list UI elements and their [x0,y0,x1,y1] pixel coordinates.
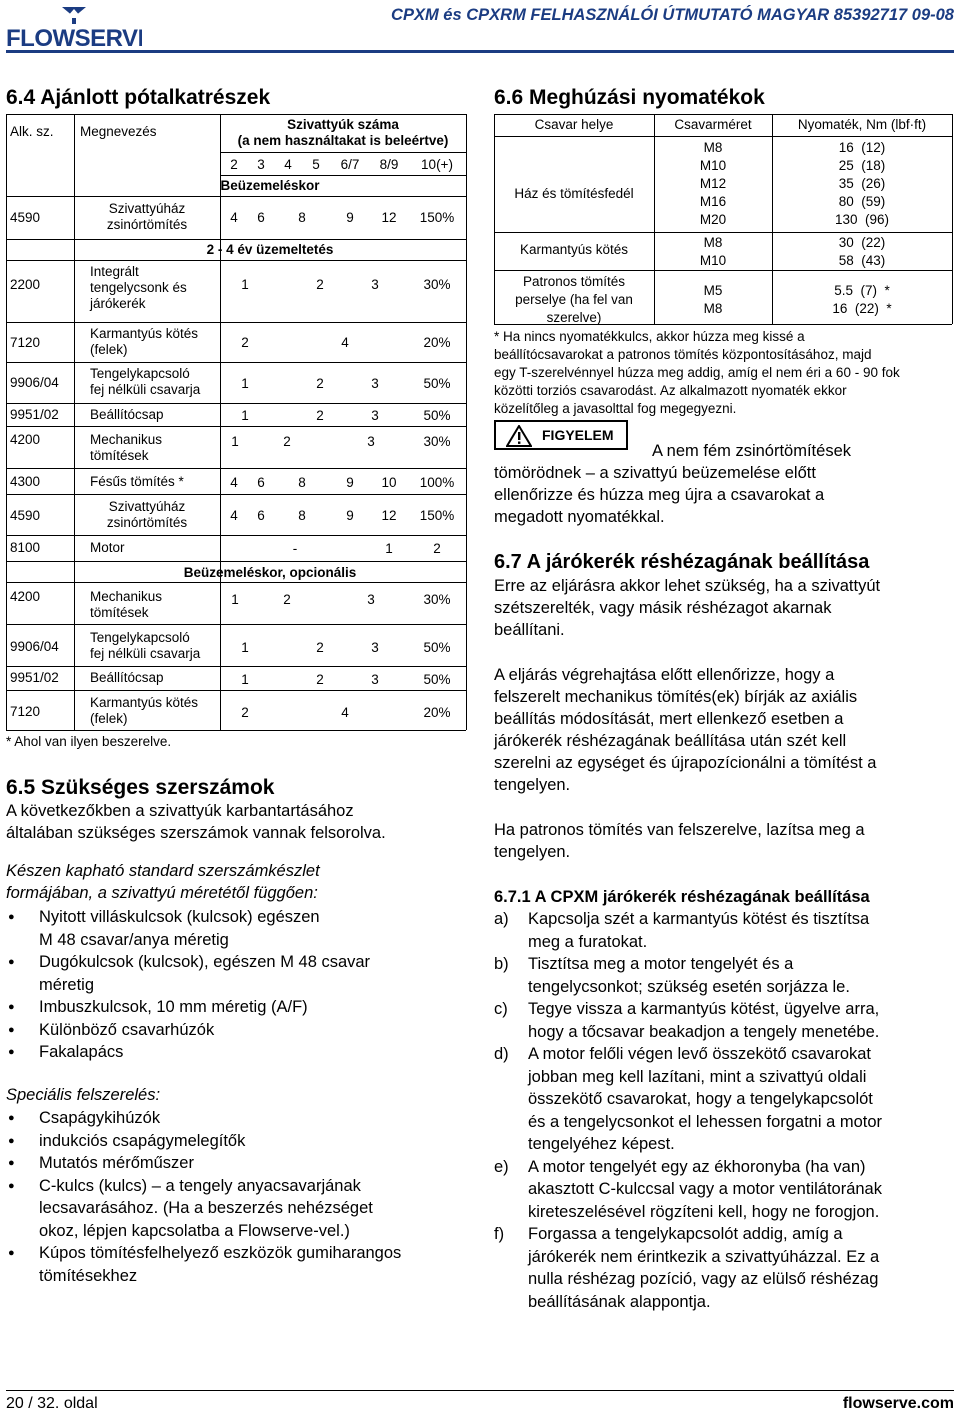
qty-cell: 2 [316,408,324,423]
part-name: zsinórtömítés [106,217,188,232]
text-line: beállítás módosítását, mert ellenkező esetben a [494,710,844,728]
part-name: Karmantyús kötés [90,695,199,710]
group-optional: Beüzemeléskor, opcionális [183,565,357,580]
list-item: e) A motor tengelyét egy az ékhoronyba (ha van) akasztott C-kulccsal vagy a motor ventilátorának kireteszelésével rögzíteni kell, hogy ne forogjon. [494,1157,882,1221]
page-number: 20 / 32. oldal [6,1395,98,1412]
table-rule [494,114,952,115]
section-6-6-title: 6.6 Meghúzási nyomatékok [494,86,765,109]
pump-count: 5 [312,157,320,172]
qty-cell: 100% [419,475,455,490]
torque-value: 80 (59) [838,194,886,209]
table-rule [952,114,953,324]
qty-cell: 6 [257,475,265,490]
list-item: ● Nyitott villáskulcsok (kulcsok) egészen M 48 csavar/anya méretig [6,906,476,951]
section-6-4-title: 6.4 Ajánlott pótalkatrészek [6,86,271,109]
tool-kit-list [6,906,476,1064]
tools-kit-intro [6,860,476,904]
part-name: tömítések [90,448,149,463]
part-number: 9906/04 [10,375,59,390]
torque-value: 16 (22) * [832,301,892,316]
text-line: megadott nyomatékkal. [494,508,665,526]
qty-cell: 6 [257,508,265,523]
part-name: tengelycsonk és [90,280,187,295]
part-name: Szivattyúház [108,499,186,514]
section-6-7-title: 6.7 A járókerék réshézagának beállítása [494,551,870,573]
part-name: Fésűs tömítés * [90,474,184,489]
torque-value: 16 (12) [838,140,886,155]
qty-cell: 6 [257,210,265,225]
torque-value: 130 (96) [834,212,890,227]
qty-cell: 1 [241,672,249,687]
qty-cell: 2 [433,541,441,556]
part-name: zsinórtömítés [106,515,188,530]
text-line: beállítani. [494,621,565,639]
text-line: felszerelt mechanikus tömítés(ek) bírják az axiális [494,688,858,706]
bolt-size: M8 [703,235,723,250]
text-line: általában szükséges szerszámok vannak felsorolva. [6,824,386,842]
part-name: tömítések [90,605,149,620]
table-rule [6,403,466,404]
text-line: * Ha nincs nyomatékkulcs, akkor húzza meg kissé a [494,329,805,344]
part-number: 9951/02 [10,670,59,685]
table-rule [6,468,466,469]
text-line: Ha patronos tömítés van felszerelve, lazítsa meg a [494,821,865,839]
qty-cell: 4 [230,475,238,490]
logo-wordmark: FLOWSERVE [6,25,142,48]
text-line: ellenőrizze és húzza meg újra a csavarokat a [494,486,825,504]
text-line: A eljárás végrehajtása előtt ellenőrizze, hogy a [494,666,835,684]
list-item: ● C-kulcs (kulcs) – a tengely anyacsavarjának lecsavarásához. (Ha a beszerzés nehézséget okoz, lépjen kapcsolatba a Flowserve-vel.) [6,1175,476,1243]
pump-count: 2 [230,157,238,172]
part-name: fej nélküli csavarja [90,646,201,661]
special-equipment-list [6,1107,476,1287]
qty-cell: 2 [283,592,291,607]
part-number: 4590 [10,210,41,225]
list-item: a) Kapcsolja szét a karmantyús kötést és tisztítsa meg a furatokat. [494,910,870,951]
qty-cell: 1 [241,640,249,655]
qty-cell: 3 [371,640,379,655]
bolt-location: Ház és tömítésfedél [514,186,634,201]
part-number: 4200 [10,432,41,447]
text-line: tengelyen. [494,843,571,861]
bolt-size: M10 [699,253,727,268]
qty-cell: 9 [346,475,354,490]
list-item: ● Mutatós mérőműszer [6,1152,476,1175]
bolt-size: M5 [703,283,723,298]
bolt-size: M12 [699,176,727,191]
list-item: f) Forgassa a tengelykapcsolót addig, amíg a járókerék nem érintkezik a szivattyúházzal. Ez a nulla réshézag pozíció, vagy az elülső réshézag beállításának alappontja. [494,1225,880,1311]
part-name: Karmantyús kötés [90,326,199,341]
list-item: ● Kúpos tömítésfelhelyező eszközök gumiharangos tömítésekhez [6,1242,476,1287]
bolt-location: perselye (ha fel van [515,292,633,307]
qty-cell: 2 [316,672,324,687]
qty-cell: 150% [419,210,455,225]
pump-count: 6/7 [340,157,360,172]
list-item: b) Tisztítsa meg a motor tengelyét és a tengelycsonkot; szükség esetén sorjázza le. [494,955,850,996]
qty-cell: 3 [371,277,379,292]
part-number: 9951/02 [10,407,59,422]
qty-cell: 30% [423,434,451,449]
part-name: Mechanikus [90,589,163,604]
text-line: tengelyen. [494,776,571,794]
qty-cell: 12 [381,508,397,523]
torque-value: 30 (22) [838,235,886,250]
table-rule [6,494,466,495]
col-pumps-title: Szivattyúk száma [287,117,399,132]
part-number: 2200 [10,277,41,292]
part-number: 4300 [10,474,41,489]
qty-cell: 50% [423,376,451,391]
part-number: 4200 [10,589,41,604]
bolt-location: Karmantyús kötés [519,242,629,257]
qty-cell: 4 [341,705,349,720]
qty-cell: 9 [346,210,354,225]
text-line: egy T-szerelvénnyel húzza meg addig, amíg el nem éri a 60 - 90 fok [494,365,900,380]
document-title: CPXM és CPXRM FELHASZNÁLÓI ÚTMUTATÓ MAGYAR 85392717 09-08 [391,6,954,24]
part-name: Tengelykapcsoló [90,366,190,381]
qty-cell: 150% [419,508,455,523]
qty-cell: 1 [241,277,249,292]
qty-cell: 3 [367,434,375,449]
table-rule [6,690,466,691]
group-2-4-years: 2 - 4 év üzemeltetés [206,242,334,257]
table-rule [6,426,466,427]
footer-website: flowserve.com [842,1395,954,1412]
section-6-7-1-title: 6.7.1 A CPXM járókerék réshézagának beállítása [494,888,870,906]
impeller-para-2 [494,664,956,796]
part-name: Beállítócsap [90,670,164,685]
col-bolt-location: Csavar helye [534,117,614,132]
part-name: Tengelykapcsoló [90,630,190,645]
text-line: A nem fém zsinórtömítések [652,442,851,460]
col-part-number: Alk. sz. [10,124,54,139]
bolt-size: M20 [699,212,727,227]
qty-cell: 8 [298,475,306,490]
bolt-size: M10 [699,158,727,173]
qty-cell: 20% [423,705,451,720]
torque-value: 58 (43) [838,253,886,268]
text-line: közötti torziós csavarodást. Az alkalmazott nyomaték ekkor [494,383,847,398]
special-equipment-title: Speciális felszerelés: [6,1086,161,1104]
list-item: ● Dugókulcsok (kulcsok), egészen M 48 csavar méretig [6,951,476,996]
torque-value: 25 (18) [838,158,886,173]
col-torque: Nyomaték, Nm (lbf·ft) [797,117,927,132]
bolt-size: M8 [703,301,723,316]
part-name: (felek) [90,711,128,726]
part-number: 7120 [10,335,41,350]
qty-cell: 2 [316,640,324,655]
qty-cell: 8 [298,210,306,225]
qty-cell: 2 [316,376,324,391]
table-rule [6,666,466,667]
table-rule [6,582,466,583]
col-bolt-size: Csavarméret [674,117,752,132]
warning-label: FIGYELEM [542,427,614,443]
qty-cell: 50% [423,640,451,655]
text-line: szétszerelték, vagy másik réshézagot akarnak [494,599,832,617]
text-line: A következőkben a szivattyúk karbantartásához [6,802,354,820]
list-item: c) Tegye vissza a karmantyús kötést, ügyelve arra, hogy a tőcsavar beakadjon a tengely menetébe. [494,1000,880,1041]
part-name: Mechanikus [90,432,163,447]
bolt-location: szerelve) [546,310,602,325]
qty-cell: 3 [371,408,379,423]
pump-count: 4 [284,157,292,172]
qty-cell: 2 [316,277,324,292]
group-commissioning: Beüzemeléskor [220,178,320,193]
list-item: ● indukciós csapágymelegítők [6,1130,476,1153]
part-name: fej nélküli csavarja [90,382,201,397]
qty-cell: 50% [423,672,451,687]
list-item: ● Imbuszkulcsok, 10 mm méretig (A/F) [6,996,476,1019]
text-line: tömörödnek – a szivattyú beüzemelése előtt [494,464,816,482]
qty-cell: 30% [423,277,451,292]
qty-cell: - [292,541,298,556]
torque-value: 5.5 (7) * [834,283,890,298]
table-rule [6,624,466,625]
bolt-size: M16 [699,194,727,209]
bolt-size: M8 [703,140,723,155]
qty-cell: 1 [231,592,239,607]
qty-cell: 30% [423,592,451,607]
list-item: ● Csapágykihúzók [6,1107,476,1130]
text-line: szerelni az egységet és újrapozícionálni a tömítést a [494,754,877,772]
impeller-steps [494,908,956,1313]
warning-text [494,440,954,528]
list-item: ● Különböző csavarhúzók [6,1019,476,1042]
footer-rule [6,1390,954,1391]
text-line: Erre az eljárásra akkor lehet szükség, ha a szivattyút [494,577,881,595]
table-footnote: * Ahol van ilyen beszerelve. [6,734,172,749]
qty-cell: 2 [241,335,249,350]
part-name: Beállítócsap [90,407,164,422]
table-rule [6,535,466,536]
table-rule [6,362,466,363]
part-name: járókerék [90,296,146,311]
part-number: 4590 [10,508,41,523]
qty-cell: 4 [230,210,238,225]
torque-table [0,0,960,330]
section-6-5-title: 6.5 Szükséges szerszámok [6,776,275,799]
qty-cell: 1 [385,541,393,556]
table-rule [494,232,952,233]
impeller-para-3 [494,819,956,863]
torque-note [494,328,954,418]
list-item: d) A motor felőli végen levő összekötő csavarokat jobban meg kell lazítani, mint a szivattyú oldali összekötő csavarokat, hogy a tengelykapcsolót és a tengelycsonkot el lehessen forgatni a motor tengelyéhez képest. [494,1045,883,1153]
col-pumps-note: (a nem használtakat is beleértve) [237,133,449,148]
col-name: Megnevezés [80,124,157,139]
part-number: 7120 [10,704,41,719]
qty-cell: 1 [241,408,249,423]
qty-cell: 9 [346,508,354,523]
part-number: 8100 [10,540,41,555]
qty-cell: 3 [367,592,375,607]
table-rule [494,136,952,137]
part-name: Szivattyúház [108,201,186,216]
part-name: Motor [90,540,125,555]
part-name: Integrált [90,264,139,279]
text-line: járókerék réshézagának beállítása után szét kell [494,732,847,750]
text-line: formájában, a szivattyú méretétől függően: [6,884,318,902]
qty-cell: 2 [283,434,291,449]
table-rule [494,270,952,271]
qty-cell: 8 [298,508,306,523]
qty-cell: 12 [381,210,397,225]
qty-cell: 50% [423,408,451,423]
text-line: közelítőleg a javasolttal fog megegyezni. [494,401,737,416]
pump-count: 8/9 [379,157,399,172]
pump-count: 10(+) [421,157,453,172]
text-line: Készen kapható standard szerszámkészlet [6,862,320,880]
text-line: beállítócsavarokat a patronos tömítés központosításához, majd [494,347,872,362]
list-item: ● Fakalapács [6,1041,476,1064]
part-number: 9906/04 [10,639,59,654]
table-rule [6,730,466,731]
qty-cell: 20% [423,335,451,350]
qty-cell: 4 [341,335,349,350]
qty-cell: 1 [241,376,249,391]
tools-intro [6,800,476,844]
part-name: (felek) [90,342,128,357]
table-rule [6,561,466,562]
impeller-para-1 [494,575,956,641]
pump-count: 3 [257,157,265,172]
bolt-location: Patronos tömítés [522,274,626,289]
qty-cell: 10 [381,475,397,490]
qty-cell: 3 [371,376,379,391]
qty-cell: 2 [241,705,249,720]
qty-cell: 3 [371,672,379,687]
torque-value: 35 (26) [838,176,886,191]
qty-cell: 1 [231,434,239,449]
qty-cell: 4 [230,508,238,523]
